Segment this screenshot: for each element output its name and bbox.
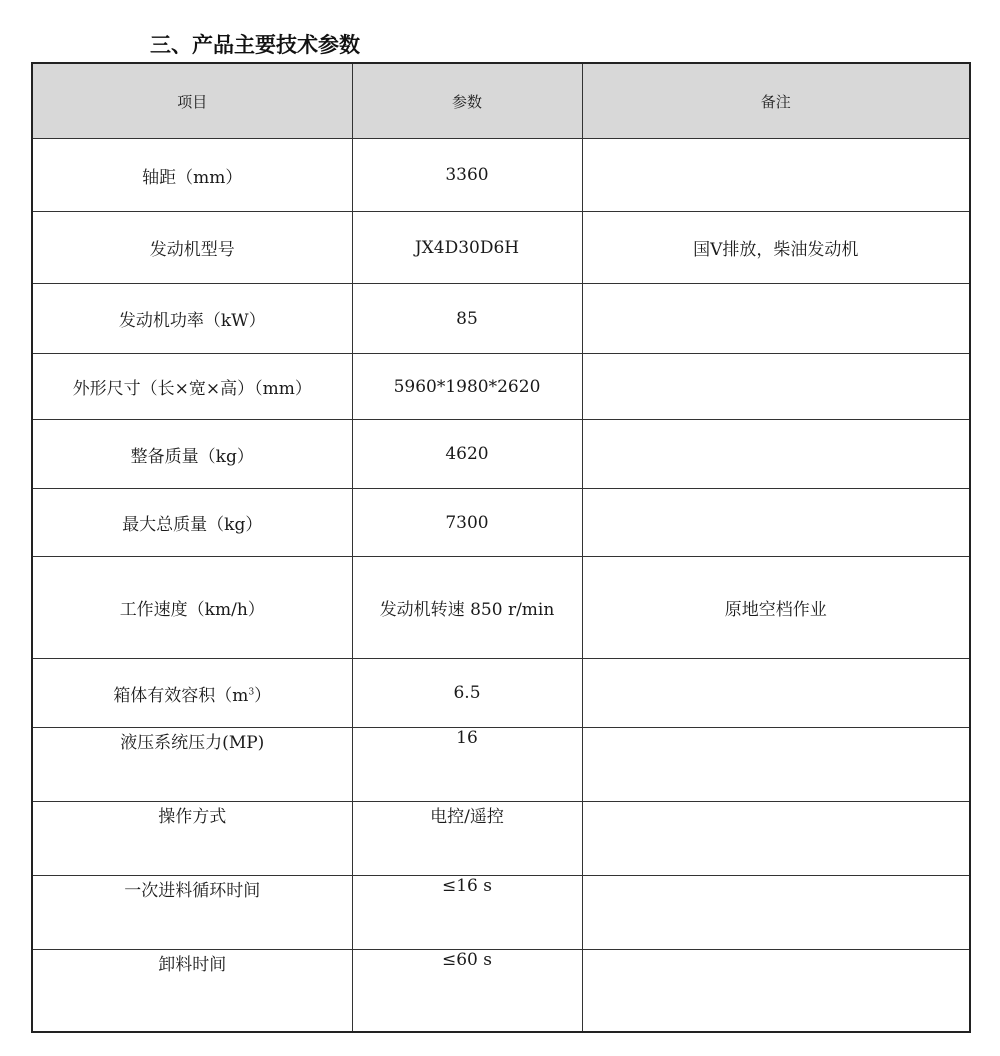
- table-row: [32, 354, 970, 420]
- table-row: [32, 420, 970, 489]
- cell-parameter: 发动机转速 850 r/min: [352, 557, 582, 659]
- table-row: [32, 212, 970, 284]
- cell-note: [582, 354, 970, 420]
- cell-note: [582, 489, 970, 557]
- cell-note: [582, 728, 970, 802]
- cell-item-suffix: ）: [254, 685, 272, 706]
- section-title: 三、产品主要技术参数: [150, 33, 360, 57]
- cell-parameter: ≤60 s: [352, 950, 582, 1032]
- cell-parameter: ≤16 s: [352, 876, 582, 950]
- cell-parameter: 电控/遥控: [352, 802, 582, 876]
- cell-parameter: 5960*1980*2620: [352, 354, 582, 420]
- cell-item: 外形尺寸（长×宽×高）（mm）: [32, 354, 352, 420]
- cell-parameter: 85: [352, 284, 582, 354]
- header-parameter: 参数: [352, 63, 582, 139]
- cell-note: [582, 876, 970, 950]
- cell-note: [582, 420, 970, 489]
- superscript-three: 3: [248, 686, 255, 697]
- cell-item: 卸料时间: [32, 950, 352, 1032]
- cell-item: 操作方式: [32, 802, 352, 876]
- table-row: [32, 728, 970, 802]
- cell-note: [582, 802, 970, 876]
- cell-parameter: 7300: [352, 489, 582, 557]
- cell-parameter: JX4D30D6H: [352, 212, 582, 284]
- table-row: [32, 489, 970, 557]
- table-row: [32, 557, 970, 659]
- header-note: 备注: [582, 63, 970, 139]
- table-row: [32, 950, 970, 1032]
- cell-item: 液压系统压力(MP): [32, 728, 352, 802]
- cell-item: 轴距（mm）: [32, 139, 352, 212]
- table-row: [32, 659, 970, 728]
- cell-parameter: 16: [352, 728, 582, 802]
- cell-note: 原地空档作业: [582, 557, 970, 659]
- technical-parameters-table: [31, 62, 971, 1033]
- table-row: [32, 876, 970, 950]
- cell-item: 最大总质量（kg）: [32, 489, 352, 557]
- cell-item: 一次进料循环时间: [32, 876, 352, 950]
- table-header-row: [32, 63, 970, 139]
- cell-note: [582, 284, 970, 354]
- cell-note: 国Ⅴ排放，柴油发动机: [582, 212, 970, 284]
- cell-item: 发动机型号: [32, 212, 352, 284]
- cell-note: [582, 139, 970, 212]
- cell-item: [32, 659, 352, 728]
- cell-item-text: 箱体有效容积（m: [113, 685, 249, 706]
- cell-parameter: 6.5: [352, 659, 582, 728]
- cell-parameter: 3360: [352, 139, 582, 212]
- cell-item: 工作速度（km/h）: [32, 557, 352, 659]
- header-item: 项目: [32, 63, 352, 139]
- table-row: [32, 284, 970, 354]
- cell-item: 整备质量（kg）: [32, 420, 352, 489]
- cell-note: [582, 950, 970, 1032]
- table-row: [32, 139, 970, 212]
- cell-note: [582, 659, 970, 728]
- cell-parameter: 4620: [352, 420, 582, 489]
- table-row: [32, 802, 970, 876]
- cell-item: 发动机功率（kW）: [32, 284, 352, 354]
